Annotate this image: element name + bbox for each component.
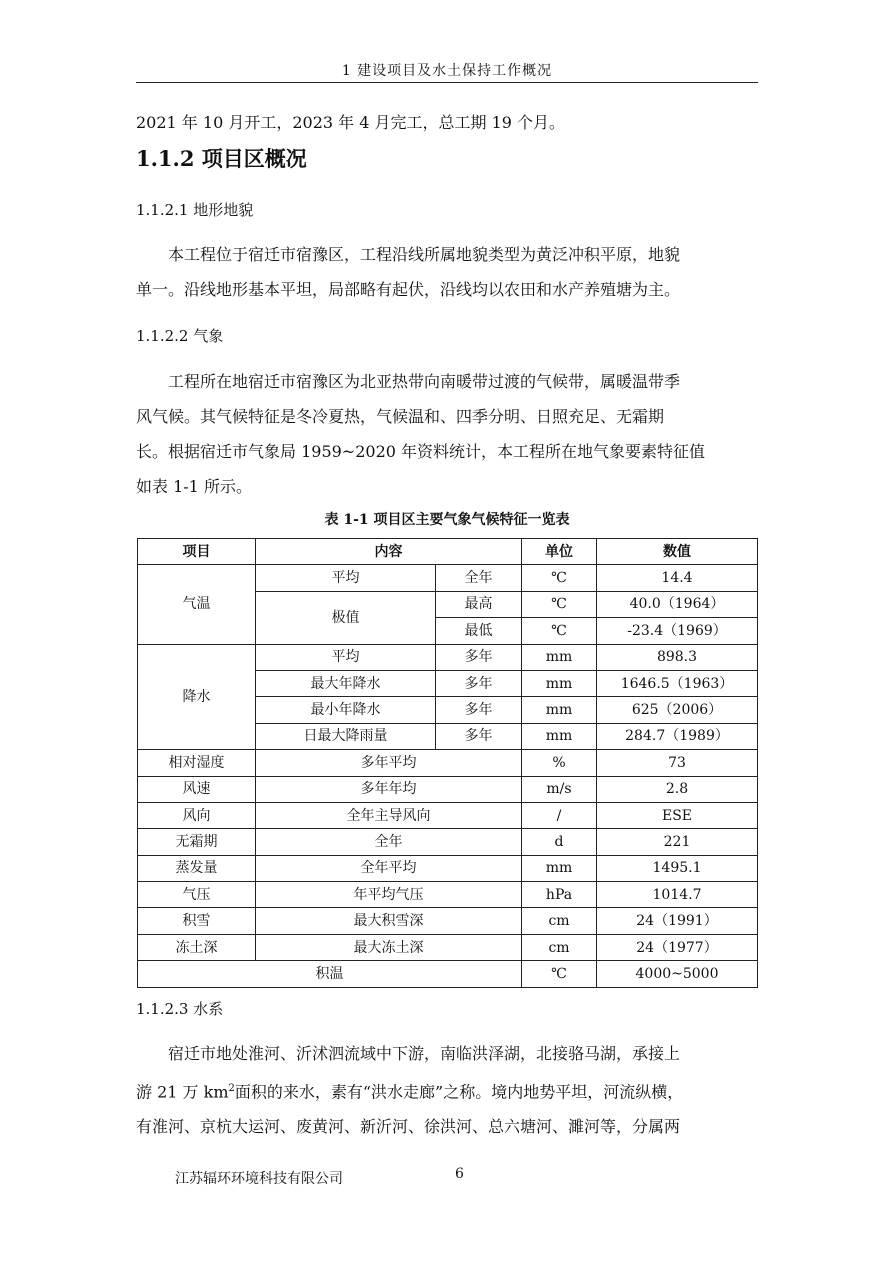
unit-cell: % xyxy=(522,750,597,776)
value-cell: 1014.7 xyxy=(597,882,758,908)
table-row xyxy=(138,644,758,670)
content-cell: 全年 xyxy=(256,829,522,855)
table-row xyxy=(138,802,758,828)
content-cell: 日最大降雨量 xyxy=(256,723,436,749)
content-cell: 最小年降水 xyxy=(256,697,436,723)
unit-cell: mm xyxy=(522,697,597,723)
header-cell: 内容 xyxy=(256,539,522,565)
unit-cell: ℃ xyxy=(522,565,597,591)
period-cell: 多年 xyxy=(436,723,522,749)
table-row xyxy=(138,750,758,776)
value-cell: ESE xyxy=(597,802,758,828)
value-cell: 24（1977） xyxy=(597,934,758,960)
paragraph-line: 有淮河、京杭大运河、废黄河、新沂河、徐洪河、总六塘河、濉河等，分属两 xyxy=(136,1117,681,1137)
value-cell: 14.4 xyxy=(597,565,758,591)
climate-table xyxy=(137,538,758,988)
content-cell: 平均 xyxy=(256,644,436,670)
content-cell: 最大冻土深 xyxy=(256,934,522,960)
value-cell: 898.3 xyxy=(597,644,758,670)
content-cell: 平均 xyxy=(256,565,436,591)
value-cell: -23.4（1969） xyxy=(597,618,758,644)
table-row xyxy=(138,776,758,802)
paragraph-line xyxy=(136,1071,758,1109)
value-cell: 1495.1 xyxy=(597,855,758,881)
item-cell: 冻土深 xyxy=(138,934,256,960)
running-header: 1 建设项目及水土保持工作概况 xyxy=(341,63,553,79)
unit-cell: mm xyxy=(522,723,597,749)
unit-cell: m/s xyxy=(522,776,597,802)
value-cell: 625（2006） xyxy=(597,697,758,723)
item-cell: 蒸发量 xyxy=(138,855,256,881)
terrain-heading: 1.1.2.1 地形地貌 xyxy=(136,201,254,219)
unit-cell: cm xyxy=(522,934,597,960)
unit-cell: mm xyxy=(522,644,597,670)
paragraph-line: 工程所在地宿迁市宿豫区为北亚热带向南暖带过渡的气候带，属暖温带季 xyxy=(168,372,681,391)
content-cell: 多年年均 xyxy=(256,776,522,802)
unit-cell: ℃ xyxy=(522,591,597,617)
text-fragment: 游 21 万 km xyxy=(136,1082,229,1102)
item-cell: 积温 xyxy=(138,961,522,987)
item-cell: 气温 xyxy=(138,565,256,644)
content-cell: 多年平均 xyxy=(256,750,522,776)
item-cell: 积雪 xyxy=(138,908,256,934)
period-cell: 多年 xyxy=(436,670,522,696)
item-cell: 风向 xyxy=(138,802,256,828)
value-cell: 2.8 xyxy=(597,776,758,802)
table-row xyxy=(138,908,758,934)
period-cell: 多年 xyxy=(436,644,522,670)
water-paragraph xyxy=(136,1036,758,1144)
paragraph-line: 宿迁市地处淮河、沂沭泗流域中下游，南临洪泽湖，北接骆马湖，承接上 xyxy=(168,1044,681,1063)
period-cell: 最低 xyxy=(436,618,522,644)
content-cell: 最大年降水 xyxy=(256,670,436,696)
paragraph-line: 本工程位于宿迁市宿豫区，工程沿线所属地貌类型为黄泛冲积平原，地貌 xyxy=(168,245,681,264)
value-cell: 4000~5000 xyxy=(597,961,758,987)
item-cell: 风速 xyxy=(138,776,256,802)
table-header-row xyxy=(138,539,758,565)
intro-paragraph: 2021 年 10 月开工，2023 年 4 月完工，总工期 19 个月。 xyxy=(136,113,566,132)
content-cell: 全年平均 xyxy=(256,855,522,881)
table-row xyxy=(138,565,758,591)
paragraph-line: 风气候。其气候特征是冬冷夏热，气候温和、四季分明、日照充足、无霜期 xyxy=(136,407,665,426)
section-heading: 1.1.2 项目区概况 xyxy=(136,146,307,171)
value-cell: 24（1991） xyxy=(597,908,758,934)
item-cell: 相对湿度 xyxy=(138,750,256,776)
header-divider xyxy=(136,82,758,83)
terrain-paragraph xyxy=(136,237,758,307)
table-row xyxy=(138,882,758,908)
paragraph-line: 长。根据宿迁市气象局 1959~2020 年资料统计，本工程所在地气象要素特征值 xyxy=(136,442,706,461)
unit-cell: ℃ xyxy=(522,618,597,644)
table-row xyxy=(138,934,758,960)
table-row xyxy=(138,855,758,881)
period-cell: 全年 xyxy=(436,565,522,591)
superscript: 2 xyxy=(228,1083,235,1094)
water-heading: 1.1.2.3 水系 xyxy=(136,1000,224,1018)
value-cell: 221 xyxy=(597,829,758,855)
content-cell: 极值 xyxy=(256,591,436,644)
unit-cell: d xyxy=(522,829,597,855)
table-caption: 表 1-1 项目区主要气象气候特征一览表 xyxy=(324,512,570,528)
unit-cell: cm xyxy=(522,908,597,934)
unit-cell: / xyxy=(522,802,597,828)
unit-cell: hPa xyxy=(522,882,597,908)
period-cell: 多年 xyxy=(436,697,522,723)
value-cell: 73 xyxy=(597,750,758,776)
header-cell: 项目 xyxy=(138,539,256,565)
page-number: 6 xyxy=(455,1166,464,1182)
content-cell: 全年主导风向 xyxy=(256,802,522,828)
unit-cell: mm xyxy=(522,855,597,881)
paragraph-line: 单一。沿线地形基本平坦，局部略有起伏，沿线均以农田和水产养殖塘为主。 xyxy=(136,280,681,299)
value-cell: 1646.5（1963） xyxy=(597,670,758,696)
period-cell: 最高 xyxy=(436,591,522,617)
footer-company: 江苏辐环环境科技有限公司 xyxy=(175,1171,343,1187)
table-row xyxy=(138,961,758,987)
value-cell: 284.7（1989） xyxy=(597,723,758,749)
item-cell: 气压 xyxy=(138,882,256,908)
text-fragment: 面积的来水，素有“洪水走廊”之称。境内地势平坦，河流纵横， xyxy=(234,1082,684,1102)
content-cell: 年平均气压 xyxy=(256,882,522,908)
climate-paragraph xyxy=(136,364,758,504)
content-cell: 最大积雪深 xyxy=(256,908,522,934)
item-cell: 降水 xyxy=(138,644,256,750)
header-cell: 数值 xyxy=(597,539,758,565)
paragraph-line: 如表 1-1 所示。 xyxy=(136,477,252,496)
value-cell: 40.0（1964） xyxy=(597,591,758,617)
unit-cell: ℃ xyxy=(522,961,597,987)
header-cell: 单位 xyxy=(522,539,597,565)
climate-heading: 1.1.2.2 气象 xyxy=(136,327,224,345)
unit-cell: mm xyxy=(522,670,597,696)
table-row xyxy=(138,829,758,855)
item-cell: 无霜期 xyxy=(138,829,256,855)
